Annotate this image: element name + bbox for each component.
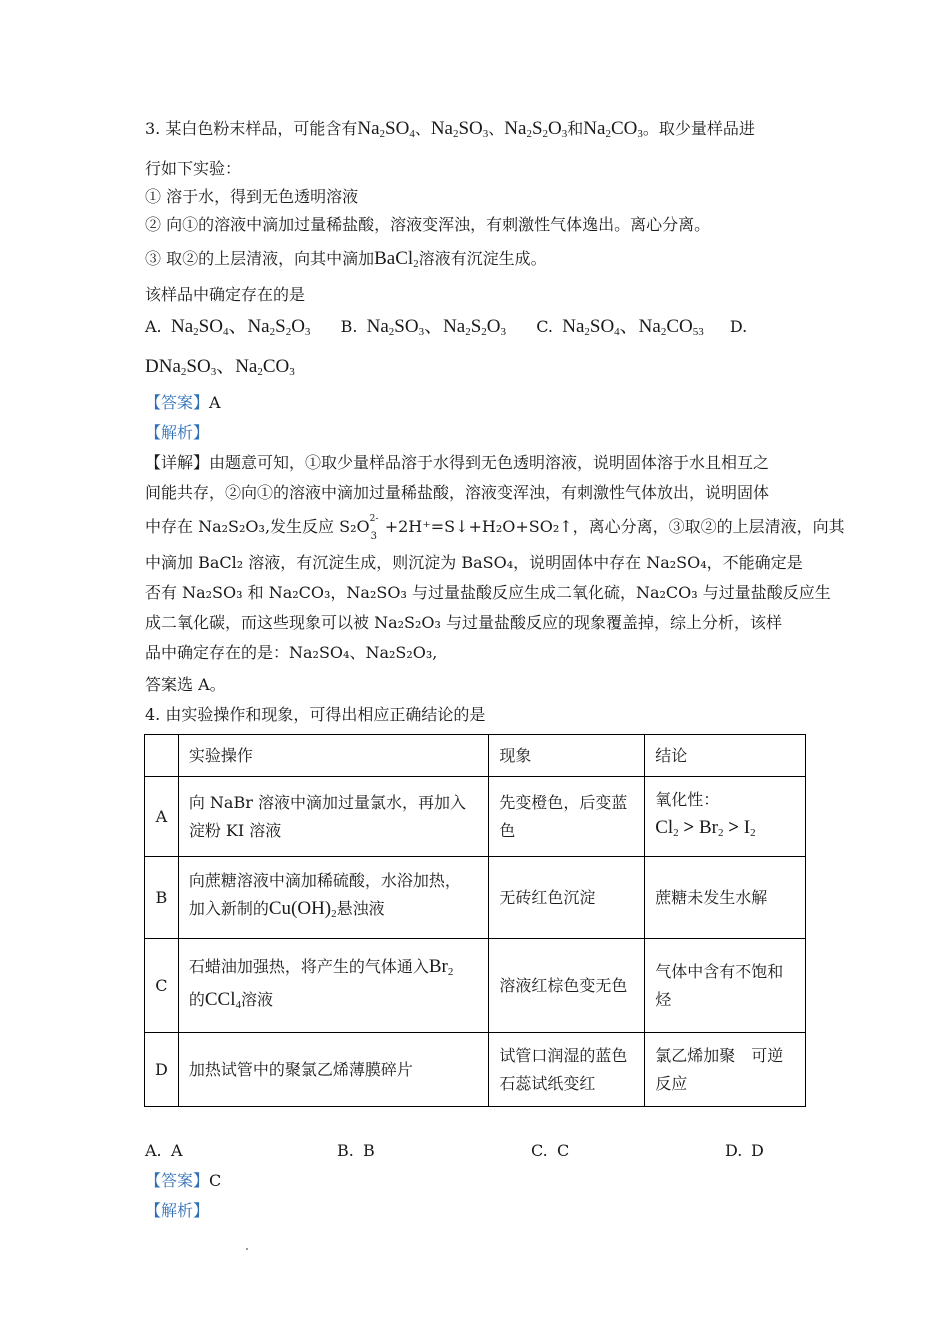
q3-stem-end: 。取少量样品进 — [642, 119, 755, 138]
q3-option-c-label[interactable]: C. — [536, 317, 553, 336]
q3-detail4: 中滴加 BaCl₂ 溶液，有沉淀生成，则沉淀为 BaSO₄，说明固体中存在 Na₂SO₄，不能确定是 — [145, 553, 803, 572]
ion-sub: 3 — [370, 530, 377, 542]
formula-na2co3: $Na_2CO_3$ — [583, 118, 643, 140]
ion-sup: 2- — [369, 513, 379, 524]
row-conclusion: 氯乙烯加聚 可逆反应 — [645, 1033, 806, 1107]
q4-table — [144, 734, 806, 1107]
q4-stem: 4. 由实验操作和现象，可得出相应正确结论的是 — [145, 705, 486, 724]
formula-ccl4: CCl$_4$ — [204, 988, 241, 1011]
q3-answer — [145, 392, 221, 414]
q3-step3-a: ③ 取②的上层清液，向其中滴加 — [145, 249, 375, 268]
and-text: 和 — [567, 119, 584, 138]
row-label: B — [145, 857, 179, 939]
q3-stem-line1 — [145, 118, 755, 145]
answer-value: A — [209, 393, 221, 412]
q3-step2: ② 向①的溶液中滴加过量稀盐酸，溶液变浑浊，有刺激性气体逸出。离心分离。 — [145, 215, 711, 234]
header-phenomenon: 现象 — [489, 735, 645, 777]
formula-cuoh2: $Cu(OH)_2$ — [268, 898, 337, 920]
table-header-row — [145, 735, 806, 777]
q3-option-b-label[interactable]: B. — [340, 317, 358, 336]
detail-tag: 【详解】 — [145, 453, 210, 472]
row-phenomenon: 无砖红色沉淀 — [489, 857, 645, 939]
q3-analysis-tag: 【解析】 — [145, 423, 210, 442]
detail-text: 由题意可知，①取少量样品溶于水得到无色透明溶液，说明固体溶于水且相互之 — [209, 453, 770, 472]
op-text: 向蔗糖溶液中滴加稀硫酸，水浴加热， — [188, 871, 461, 890]
row-operation: 加热试管中的聚氯乙烯薄膜碎片 — [178, 1033, 489, 1107]
q3-stem-text: 3. 某白色粉末样品，可能含有 — [145, 119, 358, 138]
header-conclusion: 结论 — [645, 735, 806, 777]
q3-detail8: 答案选 A。 — [145, 675, 226, 694]
row-label: C — [145, 939, 179, 1033]
q3-step3-b: 溶液有沉淀生成。 — [418, 249, 547, 268]
q3-option-d-prefix: D — [145, 356, 159, 377]
q3-option-a[interactable]: $Na_2SO_4$、$Na_2S_2O_3$ — [171, 316, 311, 338]
op-text: 石蜡油加强热，将产生的气体通入 — [188, 956, 429, 976]
q3-detail6: 成二氧化碳，而这些现象可以被 Na₂S₂O₃ 与过量盐酸反应的现象覆盖掉，综上分析，该样 — [145, 613, 783, 632]
q4-options — [145, 1140, 764, 1162]
op-text: 悬浊液 — [336, 899, 385, 918]
q4-option-c-label[interactable]: C. — [531, 1141, 548, 1160]
sep: 、 — [488, 119, 505, 138]
q3-detail5: 否有 Na₂SO₃ 和 Na₂CO₃，Na₂SO₃ 与过量盐酸反应生成二氧化硫，Na₂CO₃ 与过量盐酸反应生 — [145, 583, 831, 602]
table-row — [145, 777, 806, 857]
row-operation: 向 NaBr 溶液中滴加过量氯水，再加入淀粉 KI 溶液 — [178, 777, 489, 857]
q3-option-a-label[interactable]: A. — [145, 317, 162, 336]
q4-option-a[interactable]: A — [171, 1141, 183, 1160]
q3-question: 该样品中确定存在的是 — [145, 285, 306, 304]
stray-dot — [246, 1248, 248, 1250]
q4-option-d[interactable]: D — [751, 1141, 764, 1160]
row-phenomenon: 先变橙色，后变蓝色 — [489, 777, 645, 857]
header-empty — [145, 735, 179, 777]
row-operation — [178, 857, 489, 939]
q3-option-d-label[interactable]: D. — [729, 317, 748, 336]
q3-detail3 — [145, 513, 845, 542]
q3-step1: ① 溶于水，得到无色透明溶液 — [145, 187, 359, 206]
table-row — [145, 857, 806, 939]
row-conclusion — [645, 777, 806, 857]
q4-option-a-label[interactable]: A. — [145, 1141, 162, 1160]
row-label: A — [145, 777, 179, 857]
q4-option-b-label[interactable]: B. — [337, 1141, 354, 1160]
q3-detail7: 品中确定存在的是：Na₂SO₄、Na₂S₂O₃, — [145, 643, 438, 662]
answer-tag: 【答案】 — [145, 393, 210, 412]
q3-option-b[interactable]: $Na_2SO_3$、$Na_2S_2O_3$ — [366, 316, 507, 338]
formula-bacl2: BaCl$_2$ — [374, 248, 419, 270]
formula-na2so3: $Na_2SO_3$ — [430, 118, 489, 140]
table-row — [145, 939, 806, 1033]
conclusion-text: 氧化性： — [655, 790, 720, 809]
answer-tag: 【答案】 — [145, 1171, 210, 1190]
q3-option-d-formula: $Na_2SO_3$、$Na_2CO_3$ — [158, 356, 295, 378]
q3-stem-line2: 行如下实验： — [145, 159, 242, 178]
op-text: 加入新制的 — [188, 899, 269, 918]
ion-charge — [369, 513, 380, 542]
formula-br2: $Br_2$ — [428, 955, 454, 978]
answer-value: C — [209, 1171, 222, 1190]
row-operation — [178, 939, 489, 1033]
table-row — [145, 1033, 806, 1107]
q3-step3 — [145, 248, 547, 275]
op-text: 的 — [188, 989, 205, 1009]
q4-option-c[interactable]: C — [557, 1141, 570, 1160]
formula-na2so4: $Na_2SO_4$ — [357, 118, 415, 140]
row-phenomenon: 试管口润湿的蓝色石蕊试纸变红 — [489, 1033, 645, 1107]
row-label: D — [145, 1033, 179, 1107]
q3-detail1 — [145, 452, 769, 474]
q4-option-d-label[interactable]: D. — [725, 1141, 743, 1160]
op-text: 溶液 — [240, 989, 273, 1009]
q4-option-b[interactable]: B — [363, 1141, 375, 1160]
q4-answer — [145, 1170, 221, 1192]
q4-analysis-tag: 【解析】 — [145, 1201, 210, 1220]
detail3-b: +2H⁺=S↓+H₂O+SO₂↑，离心分离，③取②的上层清液，向其 — [379, 517, 845, 536]
formula-na2s2o3: $Na_2S_2O_3$ — [504, 118, 568, 140]
q3-option-c[interactable]: $Na_2SO_4$、$Na_2CO_{53}$ — [562, 316, 704, 338]
row-conclusion: 气体中含有不饱和烃 — [645, 939, 806, 1033]
detail3-a: 中存在 Na₂S₂O₃,发生反应 S₂O — [145, 517, 370, 536]
header-operation: 实验操作 — [178, 735, 489, 777]
row-phenomenon: 溶液红棕色变无色 — [489, 939, 645, 1033]
row-conclusion: 蔗糖未发生水解 — [645, 857, 806, 939]
q3-options — [145, 316, 747, 343]
sep: 、 — [414, 119, 431, 138]
q3-option-d[interactable] — [145, 356, 295, 383]
q3-detail2: 间能共存，②向①的溶液中滴加过量稀盐酸，溶液变浑浊，有刺激性气体放出，说明固体 — [145, 483, 770, 502]
formula-oxidizing-order: $Cl_2 > Br_2 > I_2$ — [655, 817, 756, 839]
